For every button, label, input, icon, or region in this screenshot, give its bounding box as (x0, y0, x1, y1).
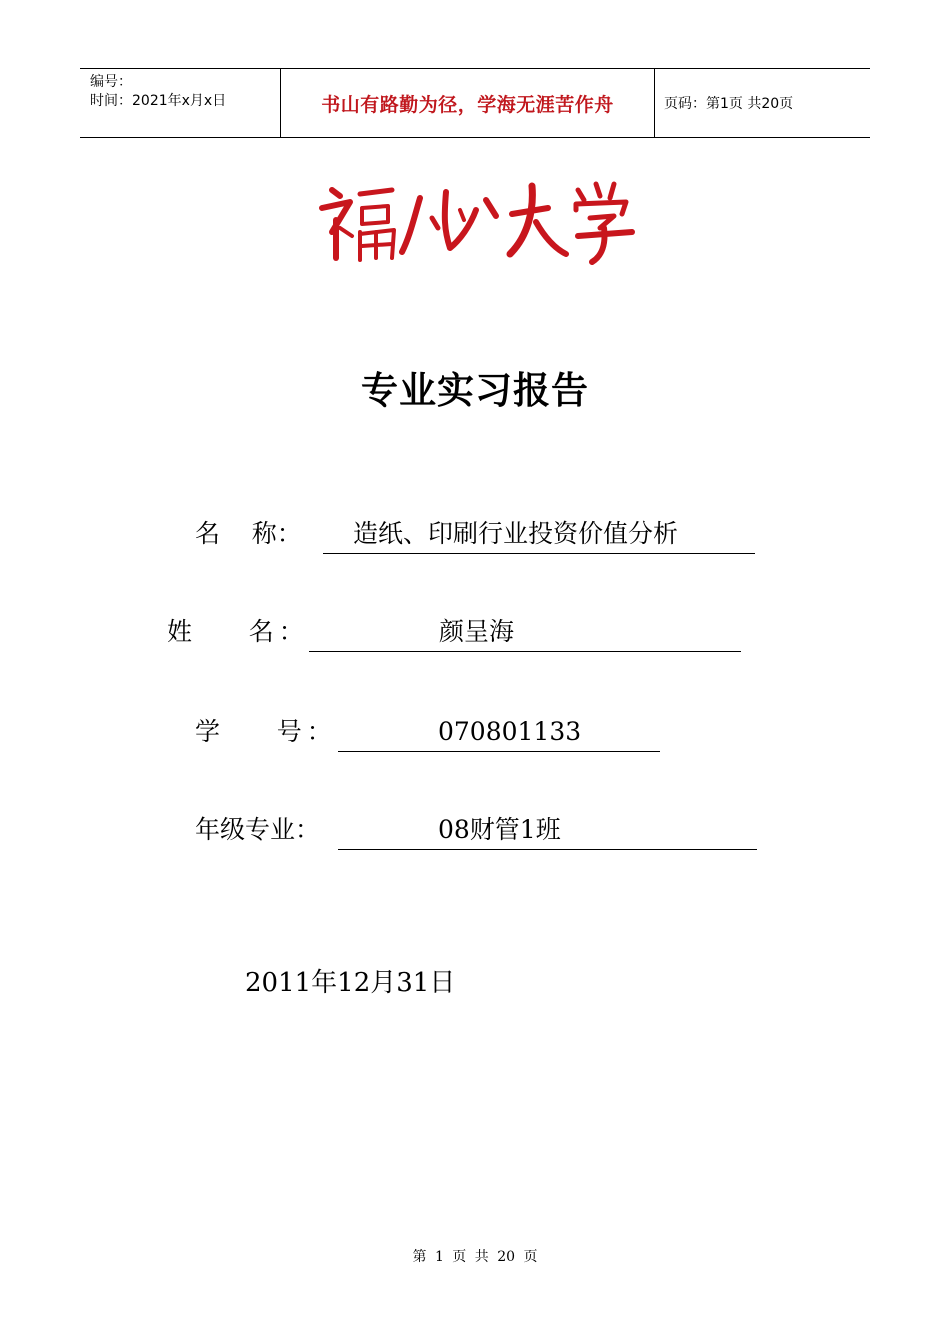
university-logo (310, 170, 640, 270)
major-line (338, 814, 757, 850)
header-motto: 书山有路勤为径，学海无涯苦作舟 (281, 69, 655, 137)
report-title: 专业实习报告 (361, 369, 589, 412)
field-project-name (195, 518, 755, 550)
field-student-id (195, 716, 660, 748)
header-meta (80, 69, 281, 137)
number-label: 编号： (90, 74, 132, 90)
page-footer: 第 1 页 共 20 页 (412, 1249, 538, 1265)
report-date: 2011年12月31日 (245, 968, 456, 998)
student-id-value: 070801133 (438, 717, 582, 746)
page-header (80, 68, 870, 138)
major-value: 08财管1班 (438, 815, 561, 844)
student-name-value: 颜呈海 (439, 617, 515, 646)
student-name-line (309, 616, 741, 652)
student-name-label: 姓 名： (167, 617, 309, 646)
major-label: 年级专业： (195, 815, 321, 844)
student-id-label: 学 号： (195, 717, 337, 746)
student-id-line (338, 716, 660, 752)
project-name-value: 造纸、印刷行业投资价值分析 (353, 519, 679, 548)
project-name-line (323, 518, 755, 554)
project-name-label: 名 称： (195, 519, 302, 548)
time-label: 时间：2021年x月x日 (90, 93, 227, 109)
header-page-info: 页码：第1页 共20页 (664, 96, 794, 112)
field-major (195, 814, 757, 846)
field-student-name (167, 616, 742, 648)
